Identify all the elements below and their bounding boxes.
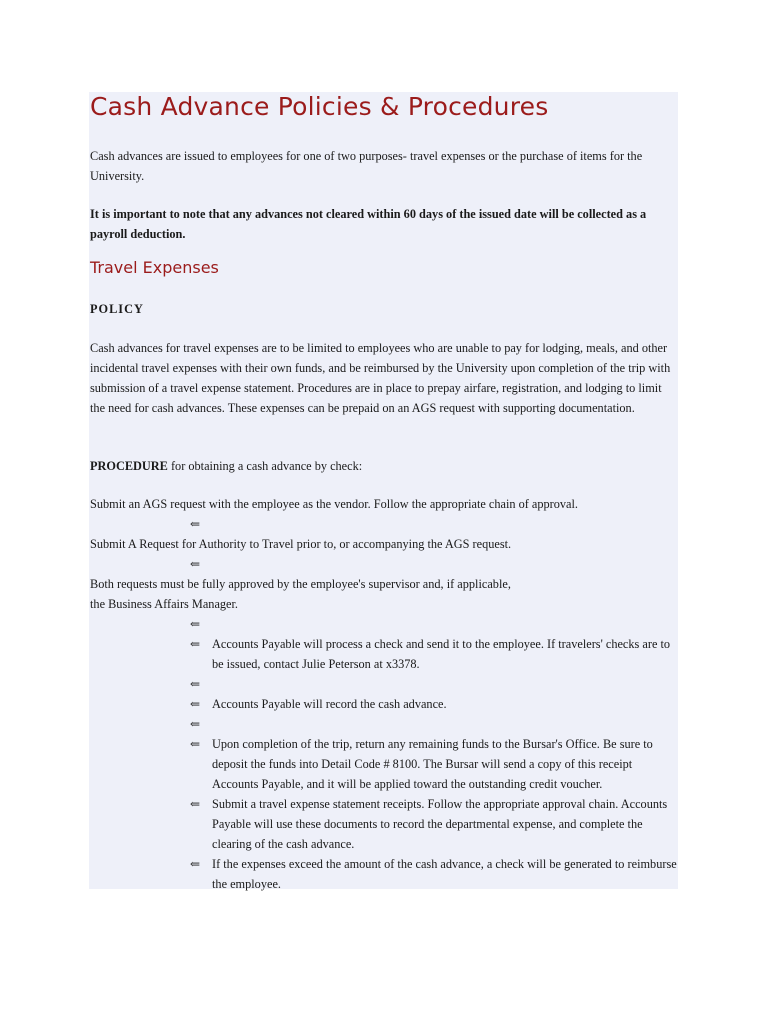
list-item-text: Submit a travel expense statement receipts. Follow the appropriate approval chain. Accounts Payable will use these documents to record the departmental expense, and complete the clearing of the cash advance. bbox=[212, 797, 668, 851]
arrow-icon: ⇐ bbox=[190, 637, 201, 651]
arrow-icon: ⇐ bbox=[190, 517, 201, 531]
page-title: Cash Advance Policies & Procedures bbox=[90, 92, 549, 121]
procedure-step-3-line-2: the Business Affairs Manager. bbox=[90, 597, 238, 611]
procedure-intro-text: for obtaining a cash advance by check: bbox=[167, 459, 363, 473]
list-item-text: Upon completion of the trip, return any remaining funds to the Bursar's Office. Be sure to deposit the funds into Detail Code # 8100. The Bursar will send a copy of this receipt Accounts Payable, and it will be applied toward the outstanding credit voucher. bbox=[212, 737, 653, 791]
arrow-icon: ⇐ bbox=[190, 857, 201, 871]
arrow-icon: ⇐ bbox=[190, 697, 201, 711]
list-item-text: Accounts Payable will process a check and send it to the employee. If travelers' checks are to be issued, contact Julie Peterson at x3378. bbox=[212, 637, 671, 671]
important-notice: It is important to note that any advances not cleared within 60 days of the issued date will be collected as a payroll deduction. bbox=[90, 207, 647, 241]
policy-label: POLICY bbox=[90, 302, 144, 316]
intro-paragraph: Cash advances are issued to employees for one of two purposes- travel expenses or the purchase of items for the University. bbox=[90, 149, 643, 183]
arrow-icon: ⇐ bbox=[190, 557, 201, 571]
arrow-icon: ⇐ bbox=[190, 617, 201, 631]
procedure-label: PROCEDURE bbox=[90, 459, 168, 473]
policy-paragraph: Cash advances for travel expenses are to be limited to employees who are unable to pay for lodging, meals, and other incidental travel expenses with their own funds, and be reimbursed by the University upon completion of the trip with submission of a travel expense statement. Procedures are in place to prepay airfare, registration, and lodging to limit the need for cash advances. These expenses can be prepaid on an AGS request with supporting documentation. bbox=[90, 341, 671, 415]
procedure-step-3-line-1: Both requests must be fully approved by the employee's supervisor and, if applicable, bbox=[90, 577, 511, 591]
arrow-icon: ⇐ bbox=[190, 717, 201, 731]
list-item-text: If the expenses exceed the amount of the cash advance, a check will be generated to reimburse the employee. bbox=[212, 857, 677, 891]
procedure-step-2: Submit A Request for Authority to Travel prior to, or accompanying the AGS request. bbox=[90, 537, 512, 551]
arrow-icon: ⇐ bbox=[190, 677, 201, 691]
procedure-intro bbox=[90, 456, 678, 476]
arrow-icon: ⇐ bbox=[190, 797, 201, 811]
procedure-step-1: Submit an AGS request with the employee as the vendor. Follow the appropriate chain of approval. bbox=[90, 497, 579, 511]
section-heading-travel: Travel Expenses bbox=[90, 258, 219, 277]
list-item-text: Accounts Payable will record the cash advance. bbox=[212, 697, 447, 711]
arrow-icon: ⇐ bbox=[190, 737, 201, 751]
